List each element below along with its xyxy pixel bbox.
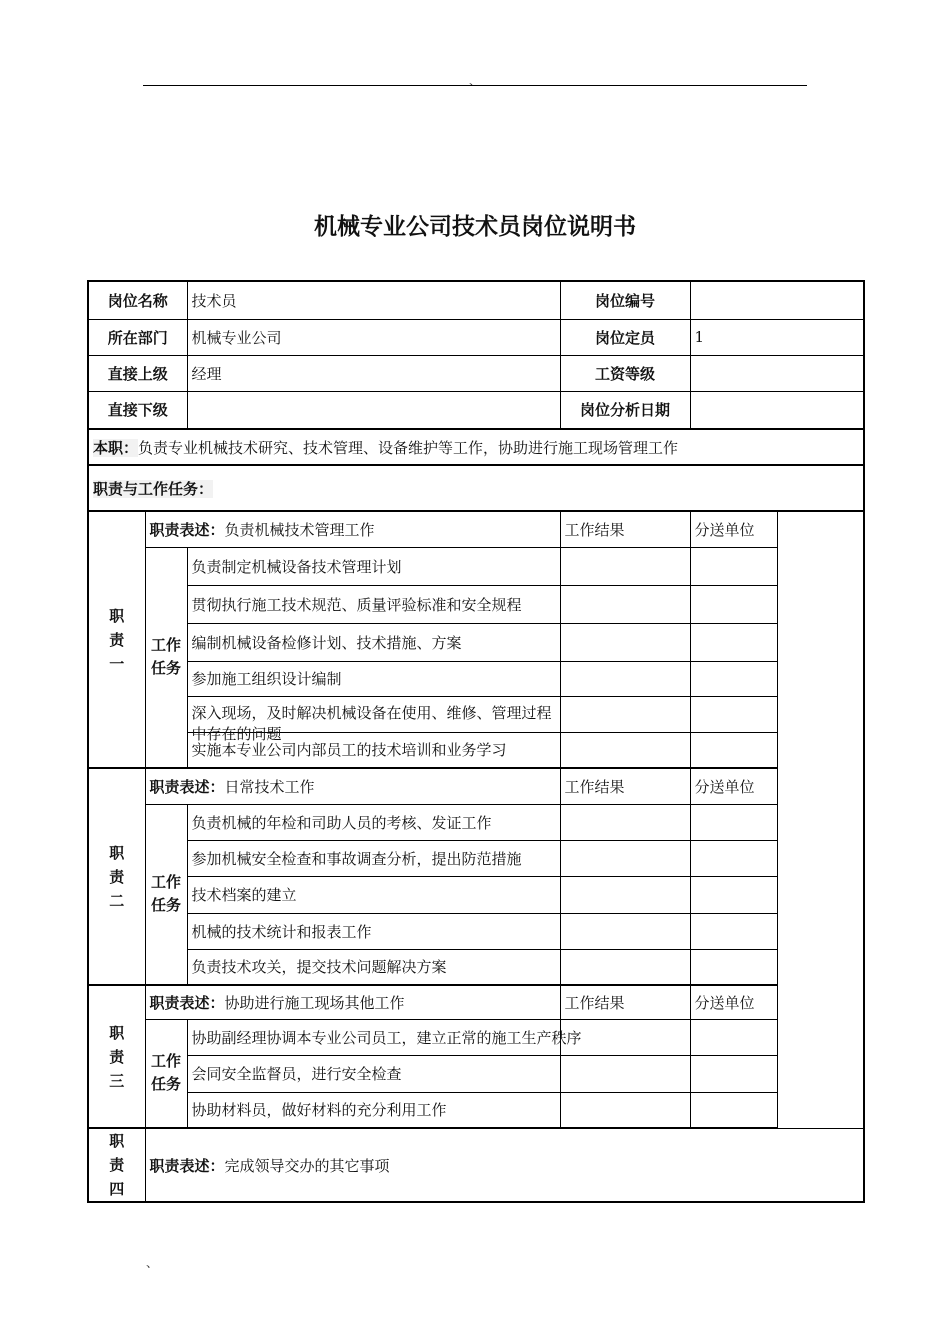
task-result — [560, 949, 690, 985]
task-text: 协助材料员，做好材料的充分利用工作 — [187, 1092, 560, 1128]
task-dispatch — [690, 585, 777, 623]
info-row — [88, 391, 864, 429]
task-result — [560, 1055, 690, 1092]
task-label: 工作 任务 — [145, 547, 187, 768]
task-result — [560, 840, 690, 876]
duty-desc: 日常技术工作 — [224, 777, 315, 796]
task-text: 会同安全监督员，进行安全检查 — [187, 1055, 560, 1092]
task-dispatch — [690, 1019, 777, 1055]
task-result — [560, 732, 690, 768]
grade-value — [690, 355, 864, 391]
task-row — [88, 1055, 864, 1092]
superior-label: 直接上级 — [88, 355, 187, 391]
task-text: 深入现场，及时解决机械设备在使用、维修、管理过程中存在的问题 — [187, 696, 560, 732]
subordinate-value — [187, 391, 560, 429]
quota-label: 岗位定员 — [560, 319, 690, 355]
result-header: 工作结果 — [560, 768, 690, 804]
task-result — [560, 547, 690, 585]
task-text: 负责技术攻关，提交技术问题解决方案 — [187, 949, 560, 985]
post-no-label: 岗位编号 — [560, 281, 690, 319]
task-dispatch — [690, 661, 777, 696]
footer-mark: 、 — [146, 1256, 159, 1270]
info-row — [88, 319, 864, 355]
duty-desc: 完成领导交办的其它事项 — [224, 1156, 390, 1175]
task-row — [88, 547, 864, 585]
task-result — [560, 696, 690, 732]
analysis-date-value — [690, 391, 864, 429]
task-text: 技术档案的建立 — [187, 876, 560, 913]
task-row — [88, 696, 864, 732]
duty-desc: 负责机械技术管理工作 — [224, 520, 375, 539]
analysis-date-label: 岗位分析日期 — [560, 391, 690, 429]
dept-label: 所在部门 — [88, 319, 187, 355]
basic-duty-row — [88, 429, 864, 465]
task-dispatch — [690, 913, 777, 949]
post-name-value: 技术员 — [187, 281, 560, 319]
task-label: 工作 任务 — [145, 804, 187, 985]
duty-title: 职 责 四 — [88, 1128, 145, 1202]
post-no-value — [690, 281, 864, 319]
task-row — [88, 623, 864, 661]
basic-duty-text: 负责专业机械技术研究、技术管理、设备维护等工作，协助进行施工现场管理工作 — [138, 438, 679, 457]
task-dispatch — [690, 876, 777, 913]
task-dispatch — [690, 1092, 777, 1128]
task-result — [560, 804, 690, 840]
task-dispatch — [690, 623, 777, 661]
duty-desc-label: 职责表述： — [149, 993, 225, 1012]
task-dispatch — [690, 840, 777, 876]
task-result — [560, 661, 690, 696]
task-result — [560, 585, 690, 623]
result-header: 工作结果 — [560, 985, 690, 1019]
info-row — [88, 281, 864, 319]
task-dispatch — [690, 1055, 777, 1092]
duty-desc-row — [88, 1128, 864, 1202]
task-row — [88, 804, 864, 840]
duty-title: 职 责 二 — [88, 768, 145, 985]
task-row — [88, 876, 864, 913]
duties-heading-row — [88, 465, 864, 511]
result-header: 工作结果 — [560, 511, 690, 547]
task-text: 负责制定机械设备技术管理计划 — [187, 547, 560, 585]
duty-desc-label: 职责表述： — [149, 777, 225, 796]
superior-value: 经理 — [187, 355, 560, 391]
task-row — [88, 1092, 864, 1128]
duty-title: 职 责 三 — [88, 985, 145, 1128]
task-result — [560, 876, 690, 913]
task-text: 贯彻执行施工技术规范、质量评验标准和安全规程 — [187, 585, 560, 623]
page-title: 机械专业公司技术员岗位说明书 — [314, 214, 636, 240]
basic-duty-label: 本职： — [93, 438, 139, 457]
task-dispatch — [690, 547, 777, 585]
task-text: 机械的技术统计和报表工作 — [187, 913, 560, 949]
task-text: 参加机械安全检查和事故调查分析，提出防范措施 — [187, 840, 560, 876]
task-result — [560, 913, 690, 949]
task-text: 参加施工组织设计编制 — [187, 661, 560, 696]
task-dispatch — [690, 732, 777, 768]
duty-desc: 协助进行施工现场其他工作 — [224, 993, 405, 1012]
grade-label: 工资等级 — [560, 355, 690, 391]
task-row — [88, 840, 864, 876]
task-dispatch — [690, 804, 777, 840]
dispatch-header: 分送单位 — [690, 511, 777, 547]
duty-title: 职 责 一 — [88, 511, 145, 768]
task-text: 编制机械设备检修计划、技术措施、方案 — [187, 623, 560, 661]
duty-desc-row — [88, 985, 864, 1019]
dept-value: 机械专业公司 — [187, 319, 560, 355]
task-text: 负责机械的年检和司助人员的考核、发证工作 — [187, 804, 560, 840]
duties-heading: 职责与工作任务： — [93, 479, 214, 498]
task-row — [88, 585, 864, 623]
task-row — [88, 661, 864, 696]
duty-desc-row — [88, 768, 864, 804]
duty-desc-row — [88, 511, 864, 547]
info-row — [88, 355, 864, 391]
task-row — [88, 1019, 864, 1055]
duty-desc-label: 职责表述： — [149, 1156, 225, 1175]
dispatch-header: 分送单位 — [690, 985, 777, 1019]
quota-value: 1 — [690, 319, 864, 355]
task-row — [88, 913, 864, 949]
task-label: 工作 任务 — [145, 1019, 187, 1128]
header-mark: 、 — [469, 74, 482, 88]
task-dispatch — [690, 696, 777, 732]
post-name-label: 岗位名称 — [88, 281, 187, 319]
task-text: 协助副经理协调本专业公司员工，建立正常的施工生产秩序 — [187, 1019, 560, 1055]
dispatch-header: 分送单位 — [690, 768, 777, 804]
task-result — [560, 1092, 690, 1128]
subordinate-label: 直接下级 — [88, 391, 187, 429]
duty-desc-label: 职责表述： — [149, 520, 225, 539]
header-rule — [143, 85, 807, 86]
task-text: 实施本专业公司内部员工的技术培训和业务学习 — [187, 732, 560, 768]
task-dispatch — [690, 949, 777, 985]
task-result — [560, 623, 690, 661]
task-row — [88, 949, 864, 985]
job-description-table — [87, 280, 865, 1203]
